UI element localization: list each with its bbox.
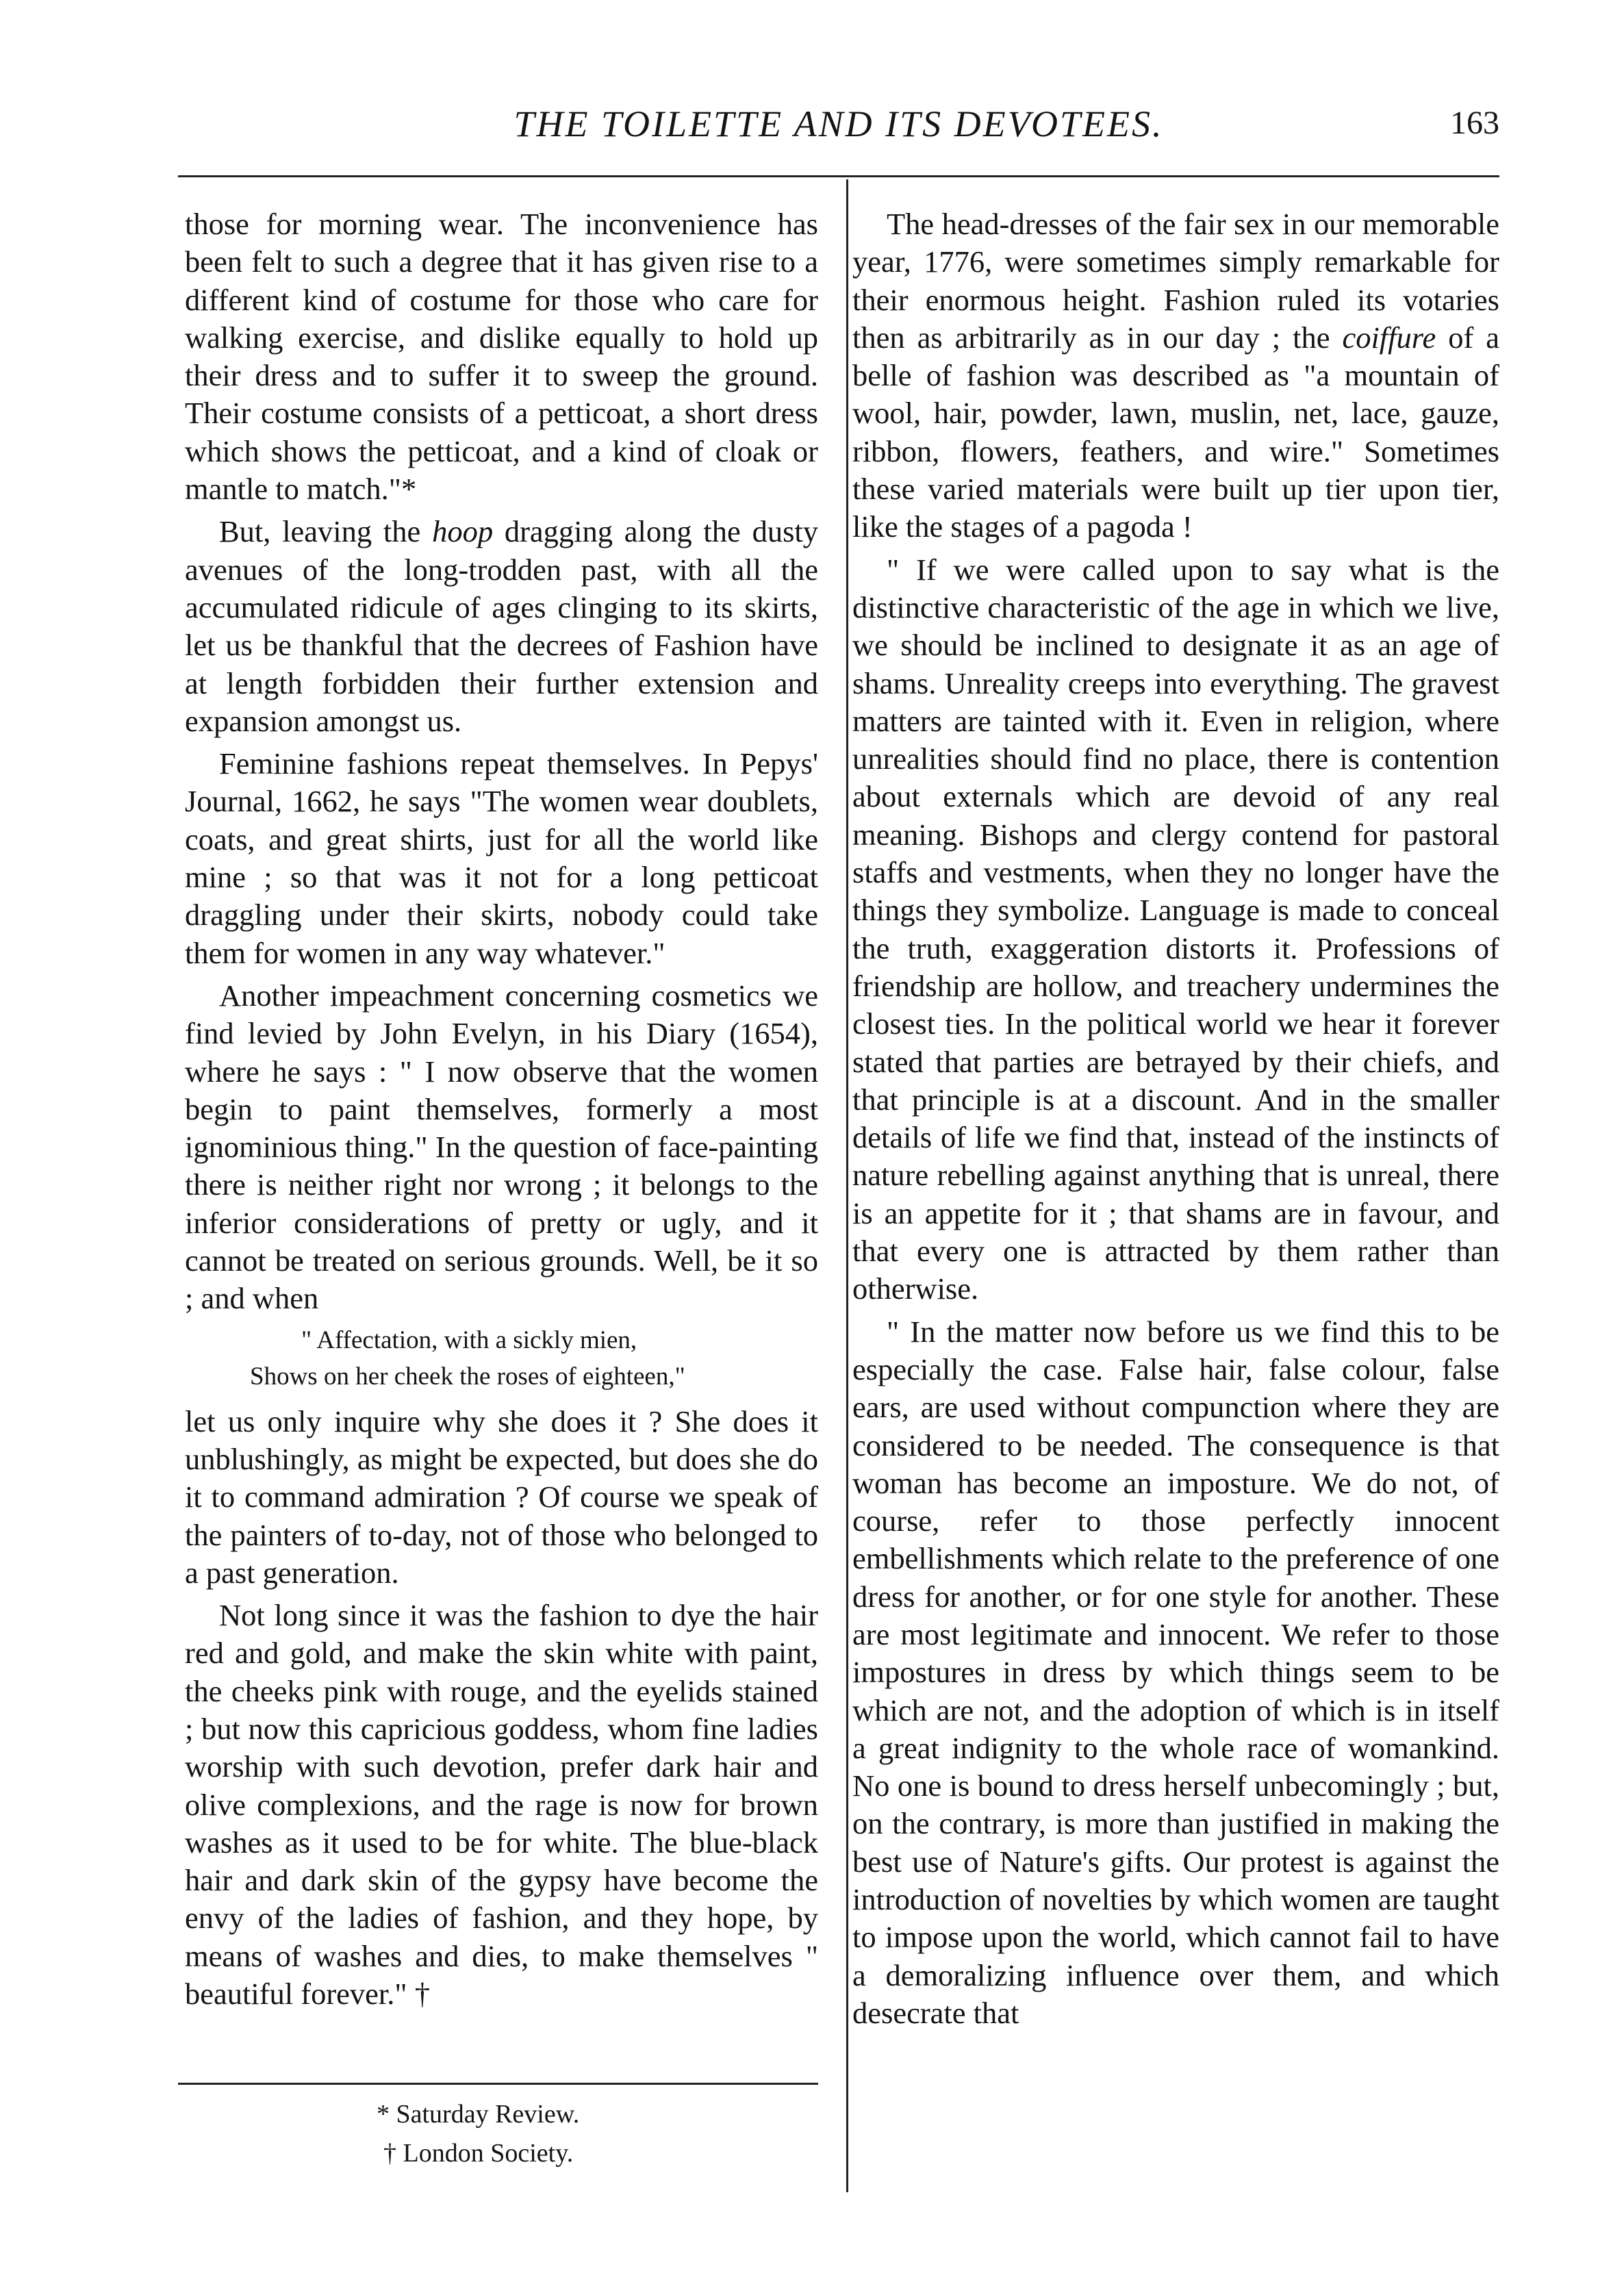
- verse-quotation: [185, 1322, 818, 1395]
- right-column: [852, 205, 1499, 2032]
- column-rule: [846, 179, 848, 2192]
- verse-line: Shows on her cheek the roses of eighteen,": [250, 1362, 685, 1391]
- paragraph: " If we were called upon to say what is the distinctive characteristic of the age in which we live, we should be inclined to designate it as an age of shams. Unreality creeps into everything. The gravest matters are tainted with it. Even in religion, where unrealities should find no place, there is contention about externals which are devoid of any real meaning. Bishops and clergy contend for pastoral staffs and vestments, when they no longer have the things they symbolize. Language is made to conceal the truth, exaggeration distorts it. Professions of friendship are hollow, and treachery undermines the closest ties. In the political world we hear it forever stated that parties are betrayed by their chiefs, and that principle is at a discount. And in the smaller details of life we find that, instead of the instincts of nature rebelling against anything that is unreal, there is an appetite for it ; that shams are in favour, and that every one is attracted by them rather than otherwise.: [852, 552, 1499, 1306]
- footnote: † London Society.: [383, 2139, 574, 2168]
- paragraph: " In the matter now before us we find this to be especially the case. False hair, false colour, false ears, are used without compunction where they are considered to be needed. The consequence is that woman has become an imposture. We do not, of course, refer to those perfectly innocent embellishments which relate to the preference of one dress for another, or for one style for another. These are most legitimate and innocent. We refer to those impostures in dress by which things seem to be which are not, and the adoption of which is in itself a great indignity to the whole race of womankind. No one is bound to dress herself unbecomingly ; but, on the contrary, is more than justified in making the best use of Nature's gifts. Our protest is against the introduction of novelties by which women are taught to impose upon the world, which cannot fail to have a demoralizing influence over them, and which desecrate that: [852, 1314, 1499, 2030]
- footnotes: [178, 2095, 818, 2173]
- paragraph: those for morning wear. The inconvenience has been felt to such a degree that it has given rise to a different kind of costume for those who care for walking exercise, and dislike equally to hold up their dress and to suffer it to sweep the ground. Their costume consists of a petticoat, a short dress which shows the petticoat, and a kind of cloak or mantle to match."*: [185, 207, 818, 507]
- running-head: [178, 103, 1499, 157]
- emphasis: hoop: [432, 514, 494, 549]
- running-title: THE TOILETTE AND ITS DEVOTEES.: [513, 103, 1164, 144]
- page-number: 163: [1450, 105, 1499, 141]
- footnote: * Saturday Review.: [377, 2100, 580, 2129]
- paragraph: But, leaving the hoop dragging along the dusty avenues of the long-trodden past, with all the accumulated ridicule of ages clinging to its skirts, let us be thankful that the decrees of Fashion have at length forbidden their further extension and expansion amongst us.: [185, 514, 818, 738]
- paragraph: Not long since it was the fashion to dye the hair red and gold, and make the skin white with paint, the cheeks pink with rouge, and the eyelids stained ; but now this capricious goddess, whom fine ladies worship with such devotion, prefer dark hair and olive complexions, and the rage is now for brown washes as it used to be for white. The blue-black hair and dark skin of the gypsy have become the envy of the ladies of fashion, and they hope, by means of washes and dies, to make themselves " beautiful forever." †: [185, 1598, 818, 2012]
- paragraph: Feminine fashions repeat themselves. In Pepys' Journal, 1662, he says "The women wear doublets, coats, and great shirts, just for all the world like mine ; so that was it not for a long petticoat draggling under their skirts, nobody could take them for women in any way whatever.": [185, 746, 818, 970]
- verse-line: " Affectation, with a sickly mien,: [301, 1325, 637, 1354]
- header-rule: [178, 175, 1499, 177]
- paragraph: let us only inquire why she does it ? She does it unblushingly, as might be expected, but does she do it to command admiration ? Of course we speak of the painters of to-day, not of those who belonged to a past generation.: [185, 1404, 818, 1590]
- emphasis: coiffure: [1342, 320, 1436, 355]
- paragraph: The head-dresses of the fair sex in our memorable year, 1776, were sometimes simply remarkable for their enormous height. Fashion ruled its votaries then as arbitrarily as in our day ; the coiffure of a belle of fashion was described as "a mountain of wool, hair, powder, lawn, muslin, net, lace, gauze, ribbon, flowers, feathers, and wire." Sometimes these varied materials were built up tier upon tier, like the stages of a pagoda !: [852, 207, 1499, 544]
- paragraph: Another impeachment concerning cosmetics we find levied by John Evelyn, in his Diary (1654), where he says : " I now observe that the women begin to paint themselves, formerly a most ignominious thing." In the question of face-painting there is neither right nor wrong ; it belongs to the inferior considerations of pretty or ugly, and it cannot be treated on serious grounds. Well, be it so ; and when: [185, 978, 818, 1316]
- footnote-rule: [178, 2083, 818, 2085]
- left-column: [185, 205, 818, 2013]
